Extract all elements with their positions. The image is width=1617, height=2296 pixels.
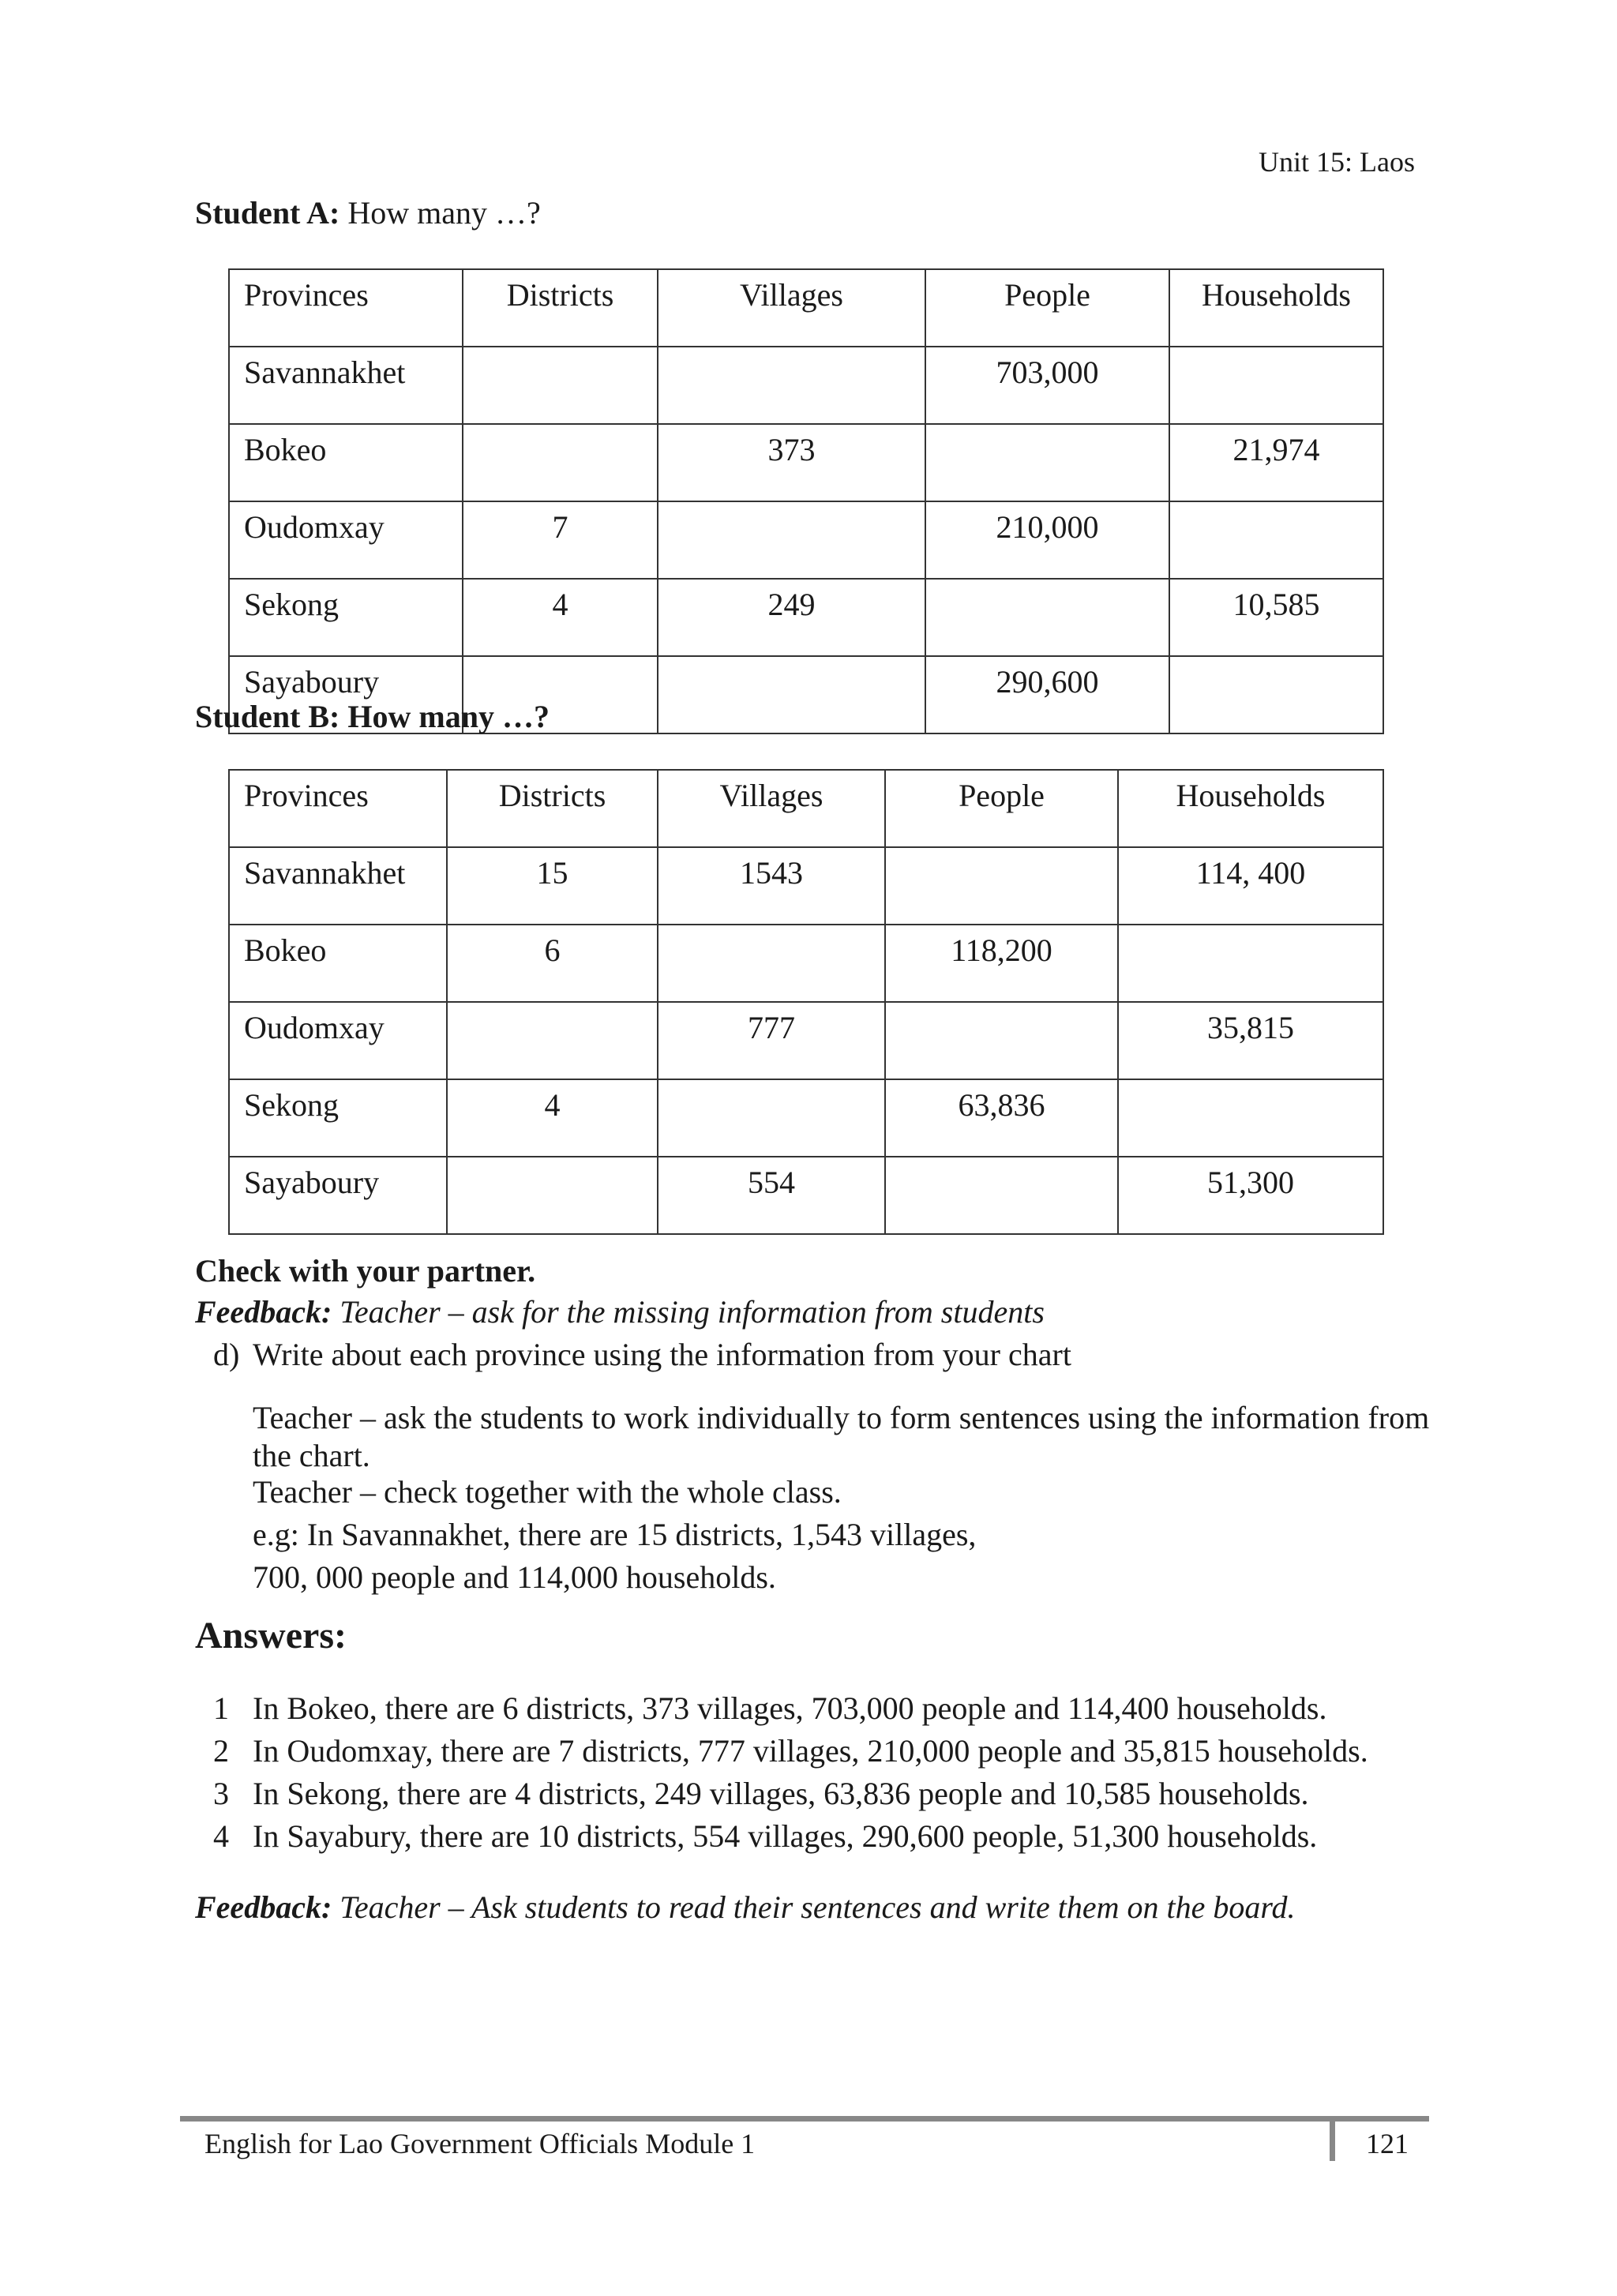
column-header: Households <box>1118 770 1383 847</box>
answer-item <box>213 1775 1309 1812</box>
footer-divider <box>1330 2122 1335 2161</box>
table-cell: 15 <box>447 847 658 925</box>
answer-text: In Sayabury, there are 10 districts, 554 villages, 290,600 people, 51,300 households. <box>253 1818 1318 1854</box>
table-cell: 1543 <box>658 847 885 925</box>
answer-text: In Oudomxay, there are 7 districts, 777 villages, 210,000 people and 35,815 households. <box>253 1733 1368 1769</box>
feedback-text: Teacher – Ask students to read their sentences and write them on the board. <box>332 1889 1296 1925</box>
table-cell <box>1169 347 1383 424</box>
answer-item <box>213 1818 1317 1855</box>
feedback-line <box>195 1889 1296 1926</box>
table-cell: 703,000 <box>925 347 1169 424</box>
table-cell <box>658 1079 885 1157</box>
student-b-heading: Student B: How many …? <box>195 699 550 734</box>
column-header: Provinces <box>229 770 447 847</box>
table-cell: 6 <box>447 925 658 1002</box>
table-cell: 63,836 <box>885 1079 1118 1157</box>
table-cell: 373 <box>658 424 925 501</box>
answer-number: 1 <box>213 1690 229 1726</box>
unit-header: Unit 15: Laos <box>1259 146 1415 178</box>
table-cell <box>658 656 925 733</box>
table-cell: 4 <box>463 579 658 656</box>
table-cell <box>885 1157 1118 1234</box>
student-a-table <box>228 268 1384 734</box>
table-cell: Savannakhet <box>229 347 463 424</box>
table-cell: 4 <box>447 1079 658 1157</box>
example-line: e.g: In Savannakhet, there are 15 districts, 1,543 villages, <box>253 1517 977 1552</box>
table-cell <box>447 1157 658 1234</box>
table-cell: 290,600 <box>925 656 1169 733</box>
task-marker: d) <box>213 1337 240 1372</box>
table-cell: Sayaboury <box>229 1157 447 1234</box>
example-line: 700, 000 people and 114,000 households. <box>253 1559 776 1595</box>
answer-item <box>213 1732 1368 1769</box>
table-cell <box>658 347 925 424</box>
table-cell <box>463 424 658 501</box>
feedback-text: Teacher – ask for the missing information from students <box>332 1294 1045 1330</box>
answer-text: In Sekong, there are 4 districts, 249 villages, 63,836 people and 10,585 households. <box>253 1776 1309 1811</box>
table-row <box>229 847 1383 925</box>
teacher-note: Teacher – check together with the whole class. <box>253 1474 842 1510</box>
column-header: Households <box>1169 269 1383 347</box>
feedback-label: Feedback: <box>195 1889 332 1925</box>
table-cell: 21,974 <box>1169 424 1383 501</box>
column-header: Districts <box>463 269 658 347</box>
table-cell: 114, 400 <box>1118 847 1383 925</box>
student-a-label: Student A: <box>195 195 340 231</box>
answer-number: 4 <box>213 1818 229 1854</box>
check-instruction: Check with your partner. <box>195 1253 536 1289</box>
table-cell: 210,000 <box>925 501 1169 579</box>
table-cell: Savannakhet <box>229 847 447 925</box>
table-row <box>229 579 1383 656</box>
table-cell: Sayaboury <box>229 656 463 733</box>
table-row <box>229 1079 1383 1157</box>
table-cell: 249 <box>658 579 925 656</box>
table-cell <box>925 579 1169 656</box>
table-cell: Sekong <box>229 579 463 656</box>
table-cell: Bokeo <box>229 925 447 1002</box>
table-cell: Oudomxay <box>229 501 463 579</box>
table-cell <box>885 847 1118 925</box>
feedback-label: Feedback: <box>195 1294 332 1330</box>
feedback-line <box>195 1293 1045 1330</box>
table-cell: 7 <box>463 501 658 579</box>
table-cell <box>1118 925 1383 1002</box>
table-cell <box>447 1002 658 1079</box>
answer-item <box>213 1690 1327 1727</box>
student-b-table <box>228 769 1384 1235</box>
task-d <box>213 1336 1071 1373</box>
student-a-heading <box>195 194 541 231</box>
table-cell <box>1169 501 1383 579</box>
table-header-row <box>229 770 1383 847</box>
table-cell: 554 <box>658 1157 885 1234</box>
answer-number: 3 <box>213 1776 229 1811</box>
table-cell: 51,300 <box>1118 1157 1383 1234</box>
table-cell: 777 <box>658 1002 885 1079</box>
table-cell: 35,815 <box>1118 1002 1383 1079</box>
student-a-question: How many …? <box>340 195 541 231</box>
task-text: Write about each province using the information from your chart <box>253 1337 1071 1372</box>
table-cell <box>885 1002 1118 1079</box>
table-cell <box>658 925 885 1002</box>
answers-title: Answers: <box>195 1615 347 1656</box>
table-cell: Bokeo <box>229 424 463 501</box>
table-cell: 10,585 <box>1169 579 1383 656</box>
column-header: People <box>925 269 1169 347</box>
column-header: Districts <box>447 770 658 847</box>
table-row <box>229 925 1383 1002</box>
table-cell <box>1169 656 1383 733</box>
answer-number: 2 <box>213 1733 229 1769</box>
table-cell <box>463 347 658 424</box>
page-number: 121 <box>1366 2128 1409 2159</box>
teacher-note: Teacher – ask the students to work individually to form sentences using the information from the chart. <box>253 1400 1430 1473</box>
footer-rule <box>180 2116 1429 2122</box>
column-header: Provinces <box>229 269 463 347</box>
answer-text: In Bokeo, there are 6 districts, 373 villages, 703,000 people and 114,400 households. <box>253 1690 1327 1726</box>
column-header: People <box>885 770 1118 847</box>
table-header-row <box>229 269 1383 347</box>
table-cell <box>925 424 1169 501</box>
table-cell <box>658 501 925 579</box>
table-cell: Oudomxay <box>229 1002 447 1079</box>
footer-title: English for Lao Government Officials Module 1 <box>204 2128 756 2159</box>
table-row <box>229 1157 1383 1234</box>
table-cell: 118,200 <box>885 925 1118 1002</box>
table-cell <box>1118 1079 1383 1157</box>
table-row <box>229 501 1383 579</box>
column-header: Villages <box>658 770 885 847</box>
table-row <box>229 347 1383 424</box>
table-cell: Sekong <box>229 1079 447 1157</box>
column-header: Villages <box>658 269 925 347</box>
table-row <box>229 1002 1383 1079</box>
table-row <box>229 424 1383 501</box>
